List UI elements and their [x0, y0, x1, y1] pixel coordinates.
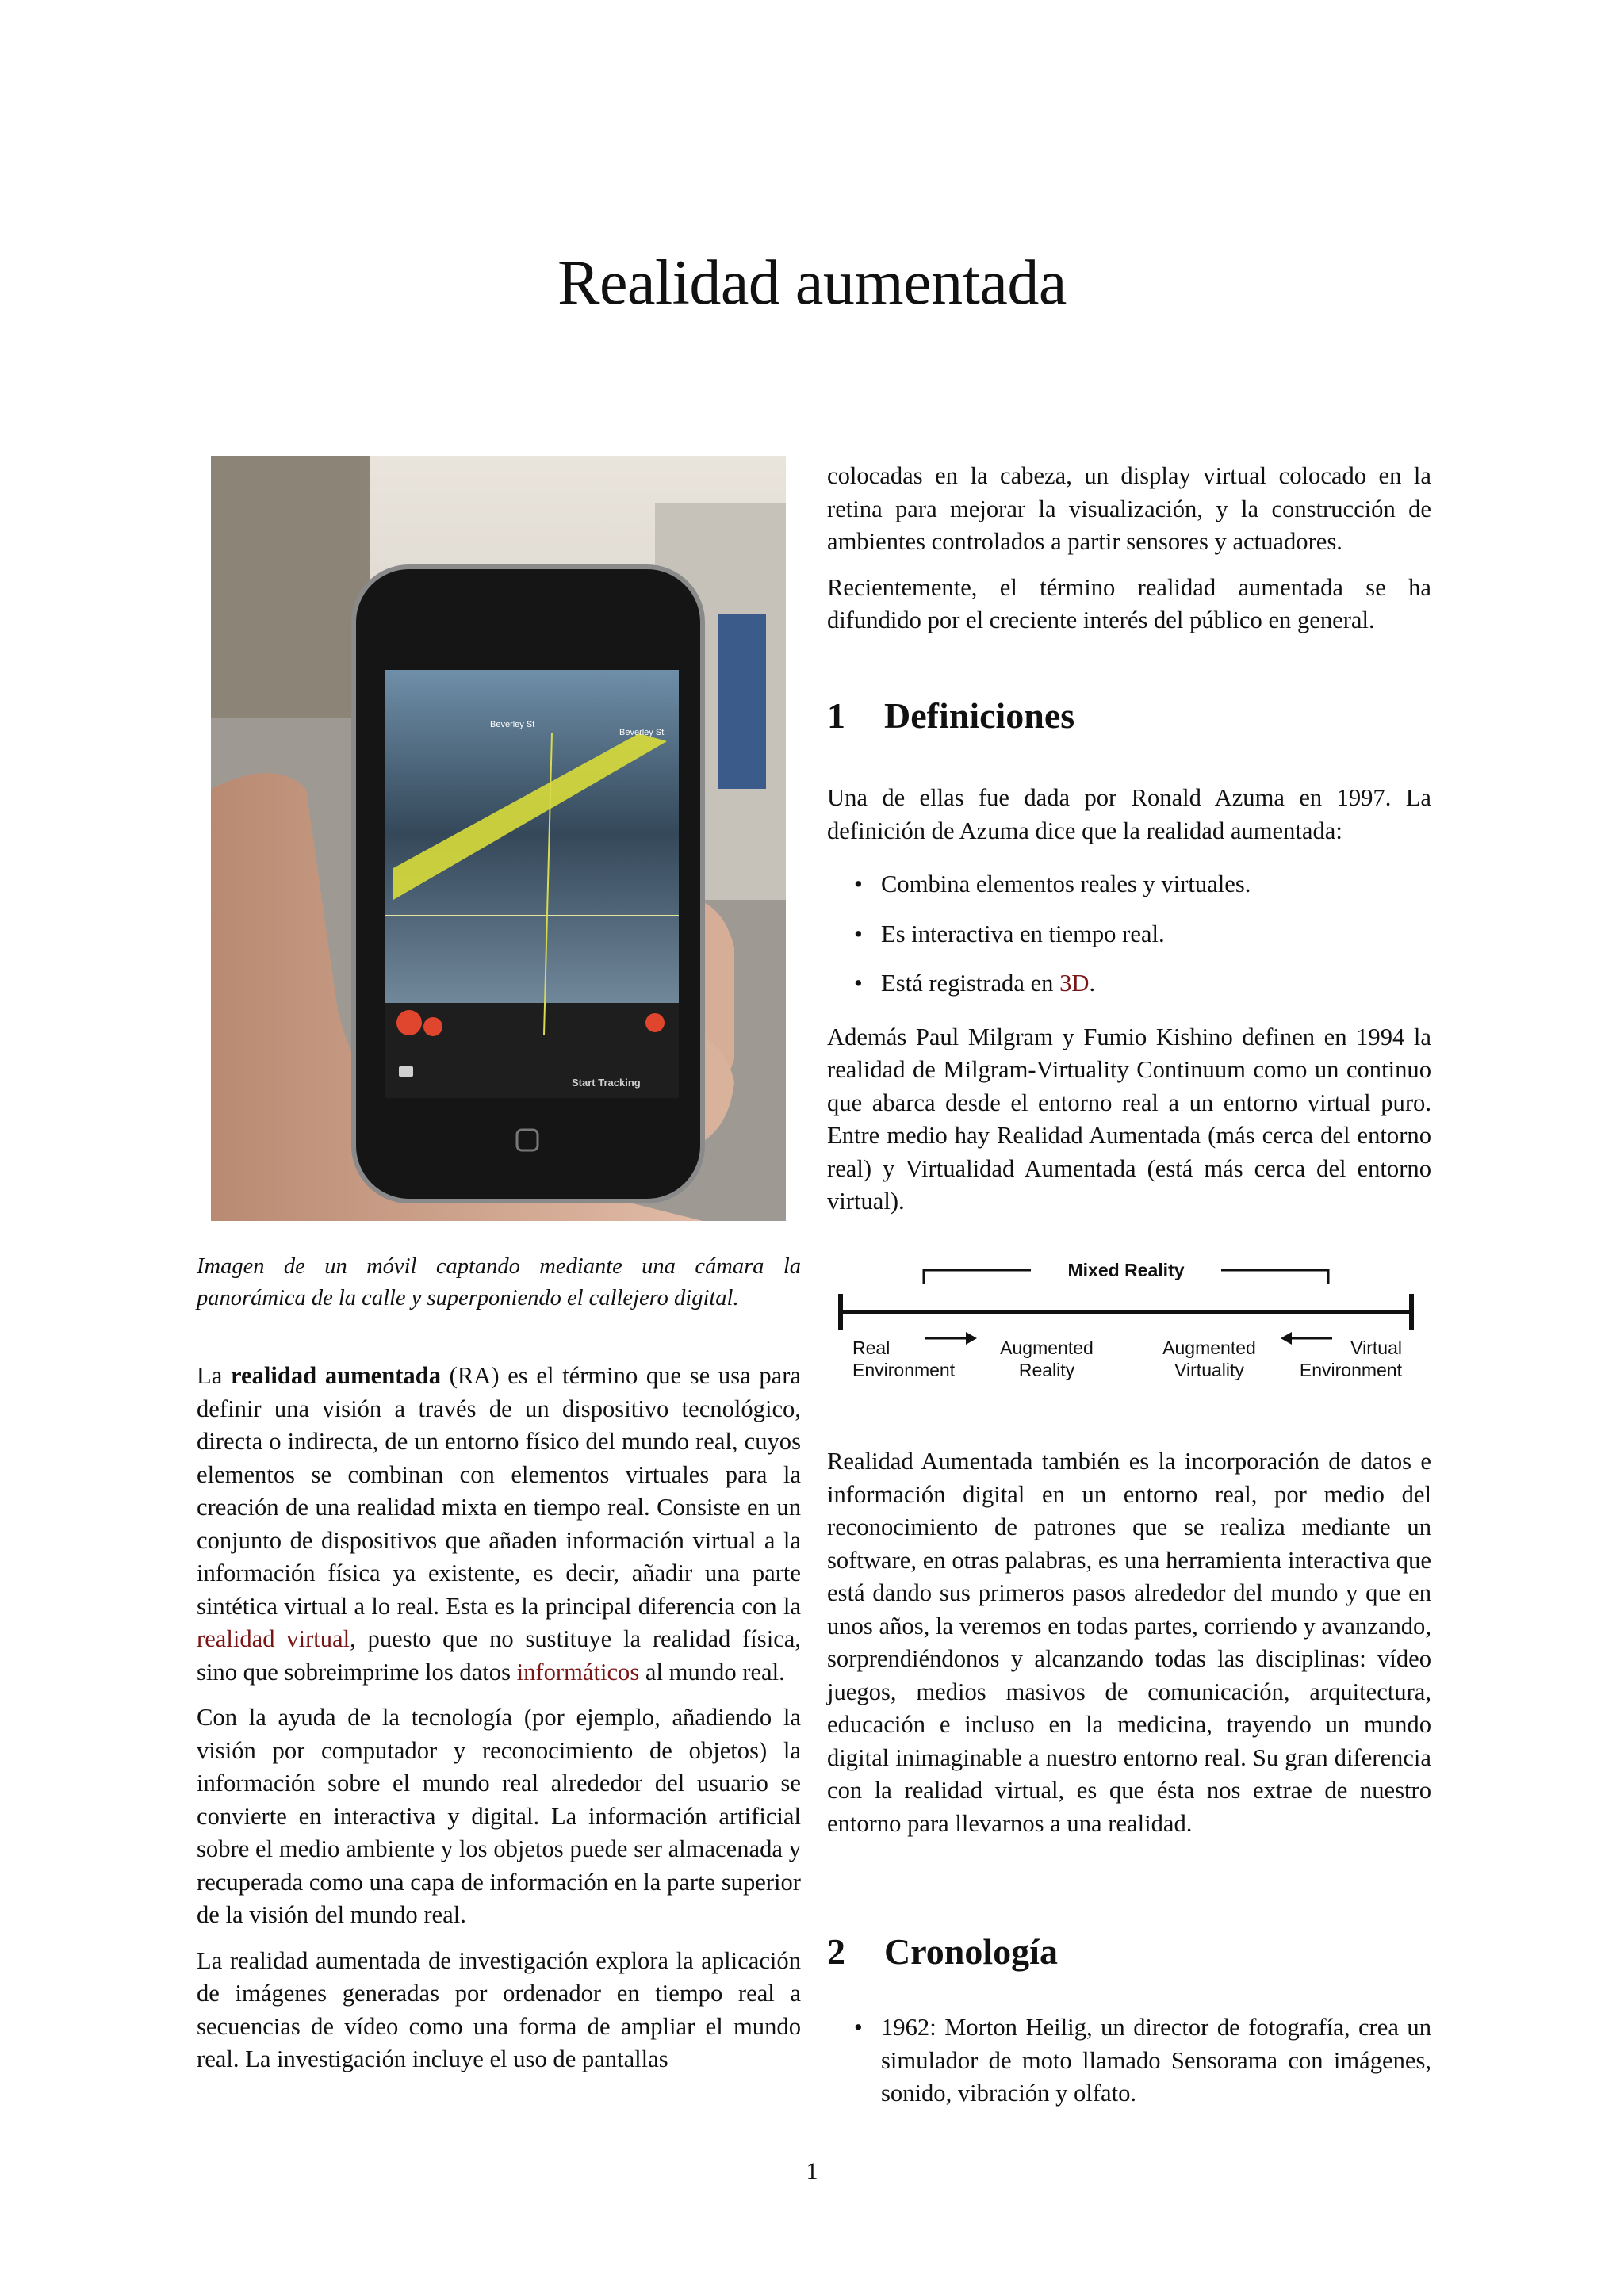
- left-column: [197, 1360, 801, 2089]
- diagram-label-ar-2: Reality: [1018, 1360, 1075, 1380]
- page-number: 1: [806, 2158, 818, 2184]
- section-heading-cronologia: 2 Cronología: [827, 1931, 1058, 1972]
- paragraph-pantallas: colocadas en la cabeza, un display virtual colocado en la retina para mejorar la visualización, y la construcción de ambientes controlados a partir sensores y actuadores.: [827, 462, 1431, 555]
- azuma-list: [827, 868, 1431, 1001]
- link-3d[interactable]: 3D: [1059, 970, 1090, 997]
- link-informaticos[interactable]: informáticos: [516, 1658, 640, 1686]
- paragraph-azuma: Una de ellas fue dada por Ronald Azuma en 1997. La definición de Azuma dice que la realidad aumentada:: [827, 784, 1431, 844]
- list-item: • Está registrada en 3D.: [827, 967, 1431, 1001]
- term-bold: realidad aumentada: [230, 1362, 442, 1389]
- list-item: • 1962: Morton Heilig, un director de fotografía, crea un simulador de moto llamado Sensorama con imágenes, sonido, vibración y olfato.: [827, 2011, 1431, 2110]
- page-title: Realidad aumentada: [557, 248, 1067, 318]
- link-realidad-virtual[interactable]: realidad virtual: [197, 1625, 350, 1652]
- paragraph-block-incorporacion: [827, 1445, 1431, 1853]
- paragraph-investigacion: La realidad aumentada de investigación explora la aplicación de imágenes generadas por ordenador en tiempo real a secuencias de vídeo como una forma de ampliar el mundo real. La investigación incluye el uso de pantallas: [197, 1946, 801, 2072]
- phone-label-2: Beverley St: [619, 728, 665, 737]
- start-tracking-label: Start Tracking: [572, 1077, 641, 1089]
- figure-photo: [211, 456, 786, 1221]
- intro-paragraph: La realidad aumentada (RA) es el término que se usa para definir una visión a través de un dispositivo tecnológico, directa o indirecta, de un entorno físico del mundo real, cuyos elementos se combinan con elementos virtuales para la creación de una realidad mixta en tiempo real. Consiste en un conjunto de dispositivos que añaden información virtual a la información física ya existente, es decir, añadir una parte sintética virtual a lo real. Esta es la principal diferencia con la realidad virtual, puesto que no sustituye la realidad física, sino que sobreimprime los datos informáticos al mundo real.: [197, 1362, 802, 1686]
- cronologia-block: [827, 2011, 1431, 2127]
- diagram-label-real-env: Environment: [852, 1360, 956, 1380]
- cronologia-list: [827, 2011, 1431, 2110]
- paragraph-milgram: Además Paul Milgram y Fumio Kishino definen en 1994 la realidad de Milgram-Virtuality Continuum como un continuo que abarca desde el entorno real a un entorno virtual puro. Entre medio hay Realidad Aumentada (más cerca del entorno real) y Virtualidad Aumentada (está más cerca del entorno virtual).: [827, 1023, 1431, 1215]
- paragraph-incorporacion: Realidad Aumentada también es la incorporación de datos e información digital en un entorno real, por medio del reconocimiento de patrones que se realiza mediante un software, en otras palabras, es una herramienta interactiva que está dando sus primeros pasos alrededor del mundo y que en unos años, la veremos en todas partes, corriendo y avanzando, sorprendiéndonos y alcanzando todas las disciplinas: vídeo juegos, medios masivos de comunicación, arquitectura, educación e incluso en la medicina, trayendo un mundo digital inimaginable a nuestro entorno real. Su gran diferencia con la realidad virtual, es que ésta nos extrae de nuestro entorno para llevarnos a una realidad.: [827, 1448, 1431, 1837]
- camera-icon: [399, 1066, 413, 1077]
- diagram-label-ar-1: Augmented: [1000, 1337, 1094, 1358]
- diagram-label-virtual-env: Environment: [1299, 1360, 1402, 1380]
- list-item: • Es interactiva en tiempo real.: [827, 918, 1431, 951]
- paragraph-recientemente: Recientemente, el término realidad aumentada se ha difundido por el creciente interés del público en general.: [827, 573, 1431, 633]
- right-column-top: [827, 460, 1431, 650]
- list-item: • Combina elementos reales y virtuales.: [827, 868, 1431, 901]
- mixed-reality-diagram: [833, 1253, 1419, 1403]
- figure-caption: Imagen de un móvil captando mediante una cámara la panorámica de la calle y superponiendo el callejero digital.: [197, 1254, 801, 1311]
- diagram-label-virtual: Virtual: [1350, 1337, 1402, 1358]
- diagram-label-av-2: Virtuality: [1174, 1360, 1244, 1380]
- diagram-top-label: Mixed Reality: [1067, 1260, 1185, 1280]
- paragraph-tecnologia: Con la ayuda de la tecnología (por ejemplo, añadiendo la visión por computador y reconocimiento de objetos) la información sobre el mundo real alrededor del usuario se convierte en interactiva y digital. La información artificial sobre el medio ambiente y los objetos puede ser almacenada y recuperada como una capa de información en la parte superior de la visión del mundo real.: [197, 1704, 801, 1928]
- phone-photo-illustration: [211, 456, 786, 1221]
- section-heading-definiciones: 1 Definiciones: [827, 695, 1075, 736]
- diagram-label-av-1: Augmented: [1162, 1337, 1256, 1358]
- diagram-label-real: Real: [852, 1337, 891, 1358]
- definiciones-block: [827, 782, 1431, 1231]
- phone-label-1: Beverley St: [490, 720, 535, 729]
